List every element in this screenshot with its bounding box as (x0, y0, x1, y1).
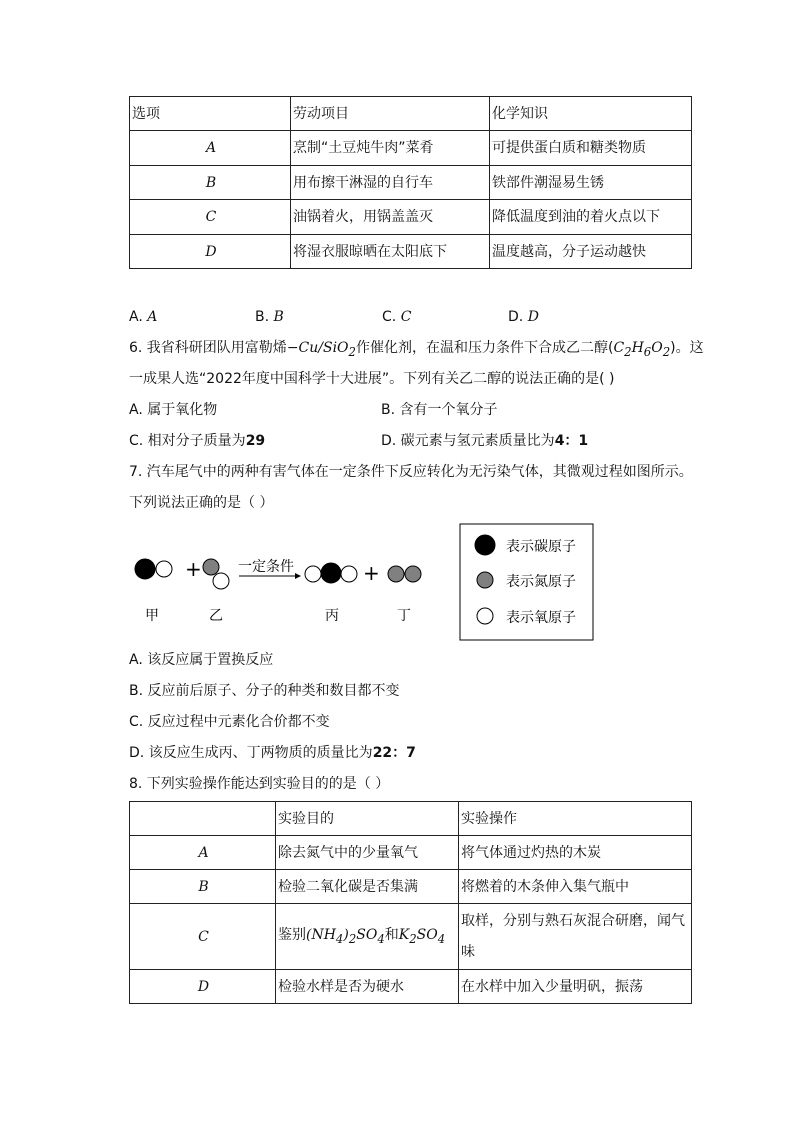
legend-oxygen-label: 表示氧原子 (506, 610, 576, 626)
label-ding: 丁 (397, 608, 411, 624)
table-row (130, 131, 692, 166)
option-value: C (400, 309, 412, 325)
table-row (130, 200, 692, 235)
q5-option-b (255, 307, 284, 327)
row-option: D (130, 970, 276, 1004)
row-operation: 取样，分别与熟石灰混合研磨，闻气 味 (459, 904, 692, 970)
oxygen-atom-icon (213, 573, 229, 589)
q6-option-a: A. 属于氧化物 (129, 402, 218, 418)
q6-option-c: C. 相对分子质量为29 (129, 433, 266, 449)
q5-options (129, 307, 689, 327)
oxygen-atom-icon (341, 566, 357, 582)
row-option: A (130, 836, 276, 870)
row-purpose: 检验二氧化碳是否集满 (276, 870, 459, 904)
row-option: B (130, 870, 276, 904)
nitrogen-atom-icon (405, 566, 421, 582)
experiment-table (129, 801, 692, 1004)
table-header-row (130, 97, 692, 131)
legend-carbon-label: 表示碳原子 (506, 539, 576, 555)
row-option: A (130, 131, 291, 166)
molecule-ding (388, 566, 421, 582)
q6-options-row2 (129, 431, 689, 451)
header-operation: 实验操作 (459, 802, 692, 836)
row-operation: 将气体通过灼热的木炭 (459, 836, 692, 870)
legend-oxygen-icon (477, 608, 493, 624)
q5-option-d (508, 307, 539, 327)
plus-sign: + (363, 561, 380, 585)
row-project: 用布擦干淋湿的自行车 (291, 166, 490, 200)
option-label: B. (255, 309, 270, 325)
reaction-condition: 一定条件 (238, 559, 294, 575)
row-knowledge: 温度越高，分子运动越快 (490, 235, 692, 269)
row-project: 油锅着火，用锅盖盖灭 (291, 200, 490, 235)
row-option: C (130, 904, 276, 970)
q7-option-b: B. 反应前后原子、分子的种类和数目都不变 (129, 683, 400, 699)
option-value: A (147, 309, 158, 325)
legend-nitrogen-icon (477, 572, 493, 588)
q5-option-a (129, 307, 157, 327)
legend-carbon-icon (475, 535, 495, 555)
option-value: D (527, 309, 539, 325)
q6-options-row1 (129, 400, 689, 420)
q6-stem-line2: 一成果人选“2022年度中国科学十大进展”。下列有关乙二醇的说法正确的是( ) (129, 371, 615, 387)
plus-sign: + (185, 557, 202, 581)
row-project: 烹制“土豆炖牛肉”菜肴 (291, 131, 490, 166)
option-label: A. (129, 309, 143, 325)
label-jia: 甲 (145, 608, 159, 624)
table-row (130, 870, 692, 904)
row-operation: 在水样中加入少量明矾，振荡 (459, 970, 692, 1004)
row-project: 将湿衣服晾晒在太阳底下 (291, 235, 490, 269)
label-yi: 乙 (209, 608, 223, 624)
table-row (130, 904, 692, 970)
header-empty (130, 802, 276, 836)
nitrogen-atom-icon (388, 566, 404, 582)
table-row (130, 970, 692, 1004)
q7-option-d: D. 该反应生成丙、丁两物质的质量比为22：7 (129, 745, 416, 761)
header-purpose: 实验目的 (276, 802, 459, 836)
option-label: D. (508, 309, 524, 325)
table-header-row (130, 802, 692, 836)
table-row (130, 836, 692, 870)
reaction-diagram (129, 523, 599, 643)
header-option: 选项 (130, 97, 291, 131)
nitrogen-atom-icon (203, 559, 219, 575)
molecule-yi (203, 559, 229, 589)
header-labor-project: 劳动项目 (291, 97, 490, 131)
molecule-bing (305, 563, 357, 583)
option-label: C. (382, 309, 397, 325)
molecule-jia (135, 559, 172, 579)
q8-stem: 8. 下列实验操作能达到实验目的的是（ ） (129, 776, 390, 792)
oxygen-atom-icon (305, 566, 321, 582)
q7-stem-line1: 7. 汽车尾气中的两种有害气体在一定条件下反应转化为无污染气体，其微观过程如图所示。 (129, 464, 693, 480)
row-operation: 将燃着的木条伸入集气瓶中 (459, 870, 692, 904)
q5-option-c (382, 307, 411, 327)
table-row (130, 235, 692, 269)
row-option: B (130, 166, 291, 200)
table-row (130, 166, 692, 200)
oxygen-atom-icon (156, 561, 172, 577)
header-chem-knowledge: 化学知识 (490, 97, 692, 131)
q6-stem-line1: 6. 我省科研团队用富勒烯−Cu/SiO$_2$作催化剂，在温和压力条件下合成乙二醇$(C_2H_6O_2)$。这 (129, 340, 704, 359)
carbon-atom-icon (321, 563, 341, 583)
row-knowledge: 降低温度到油的着火点以下 (490, 200, 692, 235)
label-bing: 丙 (325, 608, 339, 624)
row-knowledge: 可提供蛋白质和糖类物质 (490, 131, 692, 166)
legend-nitrogen-label: 表示氮原子 (506, 574, 576, 590)
arrow-head-icon (295, 573, 301, 579)
q7-stem-line2: 下列说法正确的是（ ） (129, 495, 274, 511)
option-value: B (273, 309, 284, 325)
row-purpose: 鉴别$(NH_4)_2SO_4$和$K_2SO_4$ (276, 904, 459, 970)
q7-option-a: A. 该反应属于置换反应 (129, 652, 274, 668)
row-knowledge: 铁部件潮湿易生锈 (490, 166, 692, 200)
row-option: C (130, 200, 291, 235)
q7-option-c: C. 反应过程中元素化合价都不变 (129, 714, 330, 730)
row-option: D (130, 235, 291, 269)
q6-option-d: D. 碳元素与氢元素质量比为4：1 (381, 433, 589, 449)
labor-chemistry-table (129, 96, 692, 269)
carbon-atom-icon (135, 559, 155, 579)
row-purpose: 除去氮气中的少量氧气 (276, 836, 459, 870)
row-purpose: 检验水样是否为硬水 (276, 970, 459, 1004)
q6-option-b: B. 含有一个氧分子 (381, 402, 498, 418)
